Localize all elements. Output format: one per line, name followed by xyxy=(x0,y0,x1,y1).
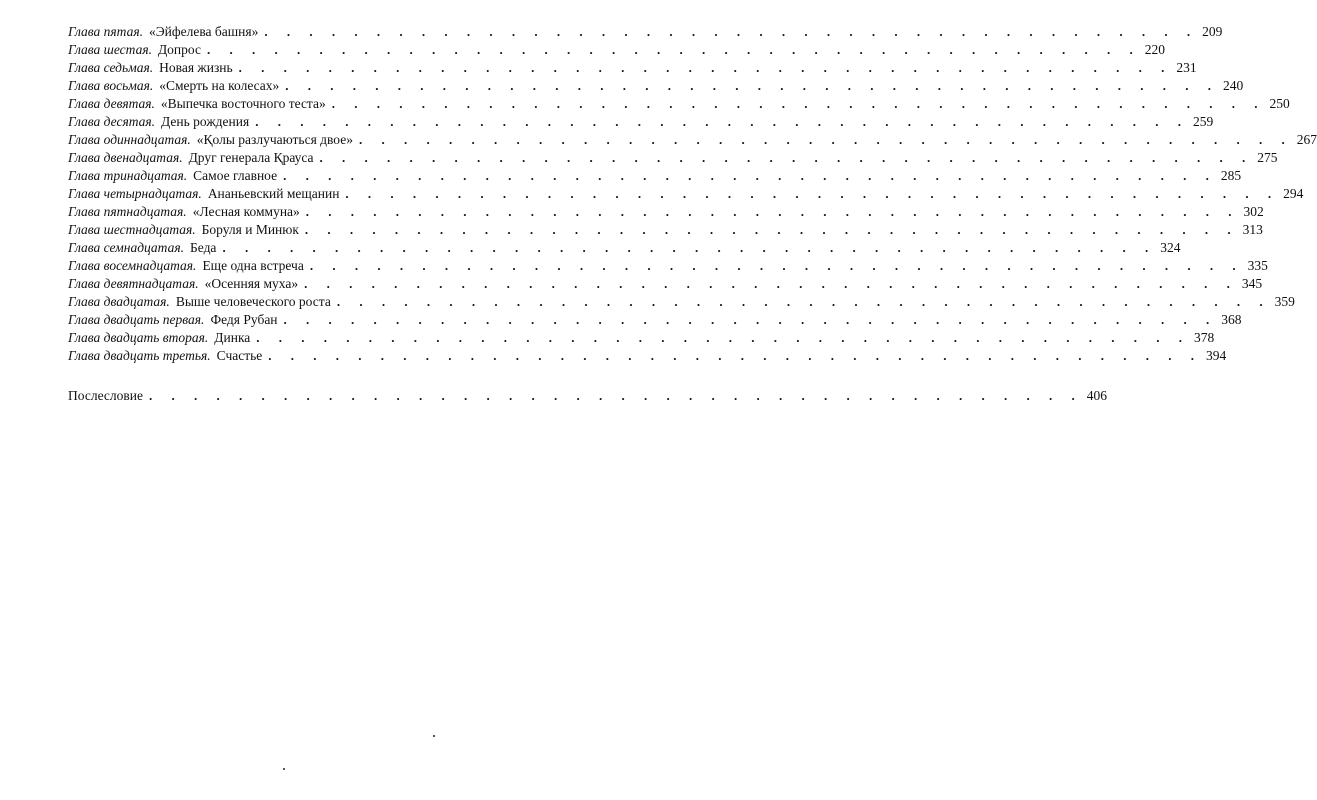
table-of-contents xyxy=(68,23,1317,405)
toc-entry-11 xyxy=(68,203,1264,221)
toc-entry-5 xyxy=(68,95,1290,113)
dot-leader: . . . . . . . . . . . . . . . . . . . . . . . . . . . . . . . . . . . . . . . . . . xyxy=(283,168,1217,183)
chapter-title: «Эйфелева башня» xyxy=(149,24,259,39)
toc-entry-15 xyxy=(68,275,1263,293)
page-number: 368 xyxy=(1221,312,1242,327)
chapter-label: Глава четырнадцатая. xyxy=(68,186,202,201)
dot-leader: . . . . . . . . . . . . . . . . . . . . . . . . . . . . . . . . . . . . . . . . . . xyxy=(319,150,1254,165)
dot-leader: . . . . . . . . . . . . . . . . . . . . . . . . . . . . . . . . . . . . . . . . . . xyxy=(238,60,1173,75)
toc-entry-8 xyxy=(68,149,1278,167)
toc-entry-7 xyxy=(68,131,1317,149)
page-number: 345 xyxy=(1241,276,1263,291)
page-number: 285 xyxy=(1220,168,1242,183)
chapter-label: Глава десятая. xyxy=(68,114,156,129)
chapter-title: Друг генерала Қрауса xyxy=(188,150,314,165)
chapter-title: Беда xyxy=(190,240,217,255)
dot-leader: . . . . . . . . . . . . . . . . . . . . . . . . . . . . . . . . . . . . . . . . . . xyxy=(264,24,1199,39)
chapter-label: Глава шестая. xyxy=(68,42,152,57)
dot-leader: . . . . . . . . . . . . . . . . . . . . . . . . . . . . . . . . . . . . . . . . . . xyxy=(148,388,1083,403)
dot-leader: . . . . . . . . . . . . . . . . . . . . . . . . . . . . . . . . . . . . . . . . . . xyxy=(206,42,1141,57)
dot-leader: . . . . . . . . . . . . . . . . . . . . . . . . . . . . . . . . . . . . . . . . . . xyxy=(304,276,1238,291)
chapter-title: «Лесная коммуна» xyxy=(192,204,300,219)
dot-leader: . . . . . . . . . . . . . . . . . . . . . . . . . . . . . . . . . . . . . . . . . . xyxy=(309,258,1244,273)
chapter-title: Федя Рубан xyxy=(210,312,278,327)
dot-leader: . . . . . . . . . . . . . . . . . . . . . . . . . . . . . . . . . . . . . . . . . . xyxy=(222,240,1157,255)
toc-entry-18 xyxy=(68,329,1215,347)
chapter-label: Глава семнадцатая. xyxy=(68,240,184,255)
chapter-label: Глава двадцатая. xyxy=(68,294,170,309)
chapter-title: «Қолы разлучаються двое» xyxy=(196,132,353,147)
chapter-label: Глава двадцать первая. xyxy=(68,312,205,327)
chapter-title: Еще одна встреча xyxy=(202,258,304,273)
page-number: 240 xyxy=(1223,78,1244,93)
toc-entry-4 xyxy=(68,77,1244,95)
chapter-label: Глава восьмая. xyxy=(68,78,154,93)
page-number: 209 xyxy=(1202,24,1223,39)
page-number: 378 xyxy=(1194,330,1215,345)
chapter-label: Глава пятнадцатая. xyxy=(68,204,187,219)
toc-entry-13 xyxy=(68,239,1181,257)
toc-entry-14 xyxy=(68,257,1268,275)
chapter-title: Ананьевский мещанин xyxy=(207,186,340,201)
page-number: 250 xyxy=(1269,96,1290,111)
chapter-label: Глава девятнадцатая. xyxy=(68,276,199,291)
chapter-title: Боруля и Минюк xyxy=(201,222,299,237)
print-speck xyxy=(283,768,285,770)
dot-leader: . . . . . . . . . . . . . . . . . . . . . . . . . . . . . . . . . . . . . . . . . . xyxy=(304,222,1239,237)
page-number: 302 xyxy=(1243,204,1264,219)
afterword-title: Послесловие xyxy=(68,388,143,403)
chapter-title: Выше человеческого роста xyxy=(175,294,331,309)
dot-leader: . . . . . . . . . . . . . . . . . . . . . . . . . . . . . . . . . . . . . . . . . . xyxy=(285,78,1220,93)
chapter-title: «Смерть на колесах» xyxy=(159,78,280,93)
toc-entry-17 xyxy=(68,311,1242,329)
chapter-label: Глава одиннадцатая. xyxy=(68,132,191,147)
toc-entry-3 xyxy=(68,59,1197,77)
toc-entry-afterword xyxy=(68,387,1107,405)
page-number: 335 xyxy=(1247,258,1268,273)
dot-leader: . . . . . . . . . . . . . . . . . . . . . . . . . . . . . . . . . . . . . . . . . . xyxy=(283,312,1218,327)
chapter-label: Глава восемнадцатая. xyxy=(68,258,197,273)
dot-leader: . . . . . . . . . . . . . . . . . . . . . . . . . . . . . . . . . . . . . . . . . . xyxy=(331,96,1266,111)
chapter-title: Новая жизнь xyxy=(159,60,233,75)
page-number: 294 xyxy=(1283,186,1304,201)
toc-entry-12 xyxy=(68,221,1263,239)
dot-leader: . . . . . . . . . . . . . . . . . . . . . . . . . . . . . . . . . . . . . . . . . . xyxy=(345,186,1280,201)
chapter-title: День рождения xyxy=(161,114,250,129)
toc-entry-2 xyxy=(68,41,1165,59)
page-number: 324 xyxy=(1160,240,1181,255)
page-number: 406 xyxy=(1086,388,1107,403)
chapter-title: «Выпечка восточного теста» xyxy=(160,96,326,111)
page-number: 267 xyxy=(1296,132,1317,147)
toc-entry-9 xyxy=(68,167,1242,185)
page-number: 394 xyxy=(1206,348,1227,363)
chapter-title: Самое главное xyxy=(193,168,278,183)
chapter-title: Допрос xyxy=(157,42,201,57)
page-number: 359 xyxy=(1274,294,1295,309)
toc-entry-10 xyxy=(68,185,1304,203)
chapter-label: Глава двенадцатая. xyxy=(68,150,183,165)
chapter-label: Глава тринадцатая. xyxy=(68,168,188,183)
page-number: 220 xyxy=(1144,42,1165,57)
toc-entry-19 xyxy=(68,347,1227,365)
page-number: 231 xyxy=(1176,60,1197,75)
chapter-title: «Осенняя муха» xyxy=(204,276,299,291)
page-number: 313 xyxy=(1242,222,1263,237)
chapter-title: Счастье xyxy=(216,348,263,363)
toc-entry-16 xyxy=(68,293,1295,311)
toc-entry-1 xyxy=(68,23,1223,41)
dot-leader: . . . . . . . . . . . . . . . . . . . . . . . . . . . . . . . . . . . . . . . . . . xyxy=(305,204,1240,219)
toc-entry-6 xyxy=(68,113,1214,131)
dot-leader: . . . . . . . . . . . . . . . . . . . . . . . . . . . . . . . . . . . . . . . . . . xyxy=(256,330,1191,345)
chapter-label: Глава девятая. xyxy=(68,96,155,111)
dot-leader: . . . . . . . . . . . . . . . . . . . . . . . . . . . . . . . . . . . . . . . . . . xyxy=(268,348,1203,363)
chapter-label: Глава двадцать третья. xyxy=(68,348,211,363)
chapter-label: Глава пятая. xyxy=(68,24,143,39)
chapter-label: Глава седьмая. xyxy=(68,60,154,75)
chapter-label: Глава шестнадцатая. xyxy=(68,222,196,237)
chapter-label: Глава двадцать вторая. xyxy=(68,330,209,345)
dot-leader: . . . . . . . . . . . . . . . . . . . . . . . . . . . . . . . . . . . . . . . . . . xyxy=(358,132,1293,147)
dot-leader: . . . . . . . . . . . . . . . . . . . . . . . . . . . . . . . . . . . . . . . . . . xyxy=(255,114,1189,129)
print-speck xyxy=(433,735,435,737)
page-number: 259 xyxy=(1192,114,1214,129)
page-number: 275 xyxy=(1257,150,1278,165)
dot-leader: . . . . . . . . . . . . . . . . . . . . . . . . . . . . . . . . . . . . . . . . . . xyxy=(336,294,1271,309)
chapter-title: Динка xyxy=(214,330,251,345)
